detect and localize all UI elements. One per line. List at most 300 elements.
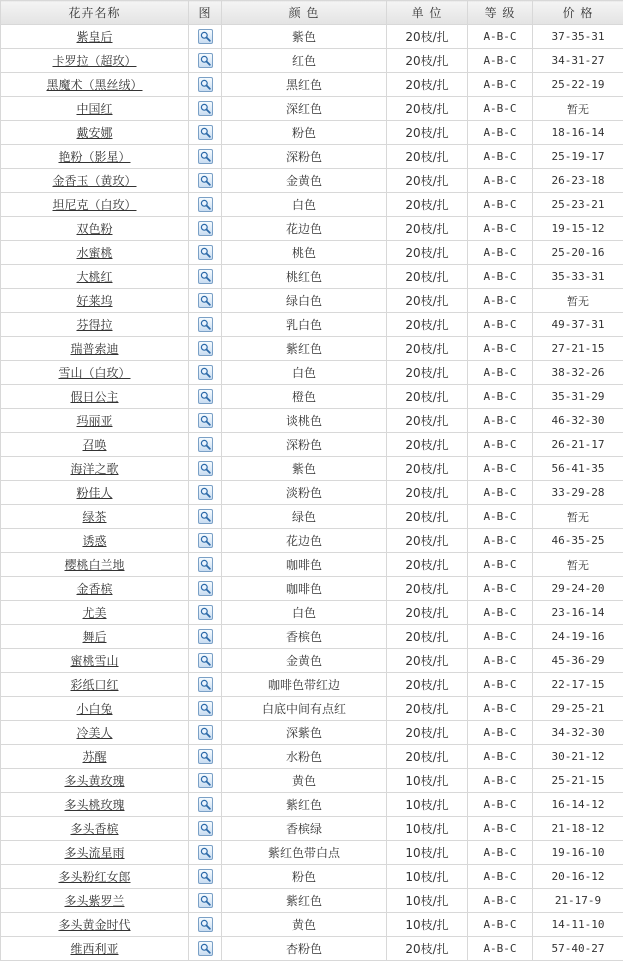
flower-name-link[interactable]: 召唤 bbox=[82, 438, 107, 452]
color-cell: 深粉色 bbox=[222, 145, 387, 169]
magnifier-icon[interactable] bbox=[198, 533, 213, 548]
color-cell: 水粉色 bbox=[222, 745, 387, 769]
flower-name-link[interactable]: 大桃红 bbox=[76, 270, 113, 284]
table-row bbox=[1, 97, 623, 121]
flower-name-link[interactable]: 中国红 bbox=[76, 102, 113, 116]
flower-name-cell bbox=[1, 481, 189, 505]
picture-cell bbox=[189, 673, 222, 697]
color-cell: 黄色 bbox=[222, 913, 387, 937]
table-row bbox=[1, 169, 623, 193]
flower-name-link[interactable]: 尤美 bbox=[82, 606, 107, 620]
color-cell: 花边色 bbox=[222, 217, 387, 241]
flower-name-link[interactable]: 粉佳人 bbox=[76, 486, 113, 500]
table-row bbox=[1, 265, 623, 289]
table-row bbox=[1, 385, 623, 409]
flower-name-cell bbox=[1, 841, 189, 865]
grade-cell: A-B-C bbox=[468, 337, 533, 361]
color-cell: 紫红色 bbox=[222, 337, 387, 361]
grade-cell: A-B-C bbox=[468, 721, 533, 745]
price-cell: 23-16-14 bbox=[533, 601, 623, 625]
table-row bbox=[1, 481, 623, 505]
unit-cell: 20枝/扎 bbox=[387, 145, 468, 169]
flower-name-link[interactable]: 坦尼克（白玫） bbox=[52, 198, 137, 212]
table-row bbox=[1, 193, 623, 217]
unit-cell: 20枝/扎 bbox=[387, 121, 468, 145]
flower-name-link[interactable]: 金香槟 bbox=[76, 582, 113, 596]
magnifier-icon[interactable] bbox=[198, 77, 213, 92]
flower-name-link[interactable]: 多头黄玫瑰 bbox=[64, 774, 125, 788]
magnifier-icon[interactable] bbox=[198, 509, 213, 524]
flower-name-cell bbox=[1, 337, 189, 361]
grade-cell: A-B-C bbox=[468, 937, 533, 961]
price-cell: 46-35-25 bbox=[533, 529, 623, 553]
flower-name-cell bbox=[1, 409, 189, 433]
flower-name-link[interactable]: 冷美人 bbox=[76, 726, 113, 740]
price-cell: 35-31-29 bbox=[533, 385, 623, 409]
color-cell: 黑红色 bbox=[222, 73, 387, 97]
price-cell: 暂无 bbox=[533, 505, 623, 529]
flower-name-link[interactable]: 芬得拉 bbox=[76, 318, 113, 332]
magnifier-icon[interactable] bbox=[198, 653, 213, 668]
flower-name-link[interactable]: 多头紫罗兰 bbox=[64, 894, 125, 908]
table-row bbox=[1, 673, 623, 697]
unit-cell: 20枝/扎 bbox=[387, 49, 468, 73]
flower-name-link[interactable]: 舞后 bbox=[82, 630, 107, 644]
picture-cell bbox=[189, 265, 222, 289]
color-cell: 香槟色 bbox=[222, 625, 387, 649]
flower-name-link[interactable]: 黑魔术（黑丝绒） bbox=[46, 78, 143, 92]
flower-name-link[interactable]: 假日公主 bbox=[70, 390, 119, 404]
color-cell: 绿白色 bbox=[222, 289, 387, 313]
color-cell: 花边色 bbox=[222, 529, 387, 553]
price-cell: 暂无 bbox=[533, 97, 623, 121]
picture-cell bbox=[189, 865, 222, 889]
color-cell: 桃色 bbox=[222, 241, 387, 265]
unit-cell: 20枝/扎 bbox=[387, 625, 468, 649]
unit-cell: 10枝/扎 bbox=[387, 793, 468, 817]
price-cell: 33-29-28 bbox=[533, 481, 623, 505]
table-row bbox=[1, 457, 623, 481]
picture-cell bbox=[189, 481, 222, 505]
picture-cell bbox=[189, 361, 222, 385]
flower-name-cell bbox=[1, 553, 189, 577]
table-row bbox=[1, 625, 623, 649]
magnifier-icon[interactable] bbox=[198, 197, 213, 212]
magnifier-icon[interactable] bbox=[198, 581, 213, 596]
grade-cell: A-B-C bbox=[468, 25, 533, 49]
color-cell: 橙色 bbox=[222, 385, 387, 409]
table-row bbox=[1, 841, 623, 865]
grade-cell: A-B-C bbox=[468, 601, 533, 625]
magnifier-icon[interactable] bbox=[198, 53, 213, 68]
price-cell: 26-23-18 bbox=[533, 169, 623, 193]
table-row bbox=[1, 505, 623, 529]
unit-cell: 20枝/扎 bbox=[387, 481, 468, 505]
magnifier-icon[interactable] bbox=[198, 437, 213, 452]
price-cell: 21-17-9 bbox=[533, 889, 623, 913]
magnifier-icon[interactable] bbox=[198, 797, 213, 812]
flower-name-cell bbox=[1, 73, 189, 97]
picture-cell bbox=[189, 769, 222, 793]
flower-name-cell bbox=[1, 217, 189, 241]
color-cell: 白底中间有点红 bbox=[222, 697, 387, 721]
flower-name-link[interactable]: 樱桃白兰地 bbox=[64, 558, 125, 572]
picture-cell bbox=[189, 241, 222, 265]
grade-cell: A-B-C bbox=[468, 649, 533, 673]
grade-cell: A-B-C bbox=[468, 841, 533, 865]
flower-name-link[interactable]: 雪山（白玫） bbox=[58, 366, 131, 380]
grade-cell: A-B-C bbox=[468, 433, 533, 457]
flower-name-cell bbox=[1, 265, 189, 289]
grade-cell: A-B-C bbox=[468, 625, 533, 649]
picture-cell bbox=[189, 385, 222, 409]
table-row bbox=[1, 577, 623, 601]
flower-name-link[interactable]: 海洋之歌 bbox=[70, 462, 119, 476]
unit-cell: 20枝/扎 bbox=[387, 577, 468, 601]
price-cell: 26-21-17 bbox=[533, 433, 623, 457]
unit-cell: 20枝/扎 bbox=[387, 673, 468, 697]
magnifier-icon[interactable] bbox=[198, 125, 213, 140]
unit-cell: 10枝/扎 bbox=[387, 865, 468, 889]
flower-name-cell bbox=[1, 601, 189, 625]
price-cell: 25-22-19 bbox=[533, 73, 623, 97]
magnifier-icon[interactable] bbox=[198, 365, 213, 380]
flower-name-cell bbox=[1, 289, 189, 313]
magnifier-icon[interactable] bbox=[198, 845, 213, 860]
table-row bbox=[1, 361, 623, 385]
unit-cell: 20枝/扎 bbox=[387, 289, 468, 313]
magnifier-icon[interactable] bbox=[198, 605, 213, 620]
price-cell: 37-35-31 bbox=[533, 25, 623, 49]
magnifier-icon[interactable] bbox=[198, 677, 213, 692]
grade-cell: A-B-C bbox=[468, 817, 533, 841]
table-row bbox=[1, 409, 623, 433]
unit-cell: 10枝/扎 bbox=[387, 889, 468, 913]
grade-cell: A-B-C bbox=[468, 769, 533, 793]
flower-name-cell bbox=[1, 361, 189, 385]
magnifier-icon[interactable] bbox=[198, 941, 213, 956]
picture-cell bbox=[189, 505, 222, 529]
color-cell: 紫色 bbox=[222, 25, 387, 49]
magnifier-icon[interactable] bbox=[198, 773, 213, 788]
magnifier-icon[interactable] bbox=[198, 293, 213, 308]
unit-cell: 20枝/扎 bbox=[387, 241, 468, 265]
color-cell: 金黄色 bbox=[222, 649, 387, 673]
unit-cell: 20枝/扎 bbox=[387, 721, 468, 745]
table-row bbox=[1, 73, 623, 97]
table-row bbox=[1, 697, 623, 721]
magnifier-icon[interactable] bbox=[198, 101, 213, 116]
price-cell: 25-19-17 bbox=[533, 145, 623, 169]
flower-name-link[interactable]: 紫皇后 bbox=[76, 30, 113, 44]
flower-name-link[interactable]: 小白兔 bbox=[76, 702, 113, 716]
magnifier-icon[interactable] bbox=[198, 173, 213, 188]
flower-name-link[interactable]: 金香玉（黄玫） bbox=[52, 174, 137, 188]
flower-name-cell bbox=[1, 745, 189, 769]
price-cell: 暂无 bbox=[533, 289, 623, 313]
color-cell: 白色 bbox=[222, 361, 387, 385]
table-row bbox=[1, 313, 623, 337]
grade-cell: A-B-C bbox=[468, 745, 533, 769]
flower-name-link[interactable]: 好莱坞 bbox=[76, 294, 113, 308]
price-cell: 34-31-27 bbox=[533, 49, 623, 73]
grade-cell: A-B-C bbox=[468, 913, 533, 937]
color-cell: 紫红色带白点 bbox=[222, 841, 387, 865]
table-row bbox=[1, 241, 623, 265]
flower-name-link[interactable]: 瑞普索迪 bbox=[70, 342, 119, 356]
grade-cell: A-B-C bbox=[468, 265, 533, 289]
picture-cell bbox=[189, 721, 222, 745]
color-cell: 淡粉色 bbox=[222, 481, 387, 505]
picture-cell bbox=[189, 217, 222, 241]
flower-name-cell bbox=[1, 721, 189, 745]
unit-cell: 20枝/扎 bbox=[387, 265, 468, 289]
table-row bbox=[1, 601, 623, 625]
unit-cell: 20枝/扎 bbox=[387, 193, 468, 217]
grade-cell: A-B-C bbox=[468, 481, 533, 505]
unit-cell: 20枝/扎 bbox=[387, 97, 468, 121]
magnifier-icon[interactable] bbox=[198, 269, 213, 284]
magnifier-icon[interactable] bbox=[198, 389, 213, 404]
price-cell: 19-16-10 bbox=[533, 841, 623, 865]
flower-name-link[interactable]: 多头粉红女郎 bbox=[58, 870, 131, 884]
flower-name-link[interactable]: 蜜桃雪山 bbox=[70, 654, 119, 668]
picture-cell bbox=[189, 793, 222, 817]
flower-name-cell bbox=[1, 937, 189, 961]
magnifier-icon[interactable] bbox=[198, 725, 213, 740]
magnifier-icon[interactable] bbox=[198, 29, 213, 44]
unit-cell: 20枝/扎 bbox=[387, 553, 468, 577]
unit-cell: 10枝/扎 bbox=[387, 913, 468, 937]
color-cell: 粉色 bbox=[222, 121, 387, 145]
price-cell: 20-16-12 bbox=[533, 865, 623, 889]
grade-cell: A-B-C bbox=[468, 97, 533, 121]
table-row bbox=[1, 913, 623, 937]
picture-cell bbox=[189, 937, 222, 961]
flower-name-cell bbox=[1, 169, 189, 193]
picture-cell bbox=[189, 745, 222, 769]
magnifier-icon[interactable] bbox=[198, 629, 213, 644]
picture-cell bbox=[189, 577, 222, 601]
table-row bbox=[1, 721, 623, 745]
magnifier-icon[interactable] bbox=[198, 149, 213, 164]
table-row bbox=[1, 793, 623, 817]
flower-name-cell bbox=[1, 697, 189, 721]
price-cell: 38-32-26 bbox=[533, 361, 623, 385]
flower-name-cell bbox=[1, 49, 189, 73]
price-cell: 25-20-16 bbox=[533, 241, 623, 265]
flower-name-cell bbox=[1, 241, 189, 265]
picture-cell bbox=[189, 337, 222, 361]
flower-name-cell bbox=[1, 529, 189, 553]
picture-cell bbox=[189, 145, 222, 169]
price-cell: 暂无 bbox=[533, 553, 623, 577]
grade-cell: A-B-C bbox=[468, 673, 533, 697]
price-cell: 21-18-12 bbox=[533, 817, 623, 841]
flower-name-link[interactable]: 戴安娜 bbox=[76, 126, 113, 140]
table-row bbox=[1, 529, 623, 553]
grade-cell: A-B-C bbox=[468, 697, 533, 721]
grade-cell: A-B-C bbox=[468, 73, 533, 97]
magnifier-icon[interactable] bbox=[198, 317, 213, 332]
table-row bbox=[1, 769, 623, 793]
unit-cell: 20枝/扎 bbox=[387, 361, 468, 385]
magnifier-icon[interactable] bbox=[198, 245, 213, 260]
header-picture: 图 bbox=[189, 1, 222, 25]
flower-name-link[interactable]: 玛丽亚 bbox=[76, 414, 113, 428]
flower-name-cell bbox=[1, 505, 189, 529]
flower-name-link[interactable]: 彩纸口红 bbox=[70, 678, 119, 692]
price-cell: 19-15-12 bbox=[533, 217, 623, 241]
unit-cell: 20枝/扎 bbox=[387, 937, 468, 961]
flower-name-cell bbox=[1, 25, 189, 49]
picture-cell bbox=[189, 889, 222, 913]
header-unit: 单 位 bbox=[387, 1, 468, 25]
flower-name-link[interactable]: 双色粉 bbox=[76, 222, 113, 236]
flower-name-cell bbox=[1, 625, 189, 649]
flower-name-cell bbox=[1, 433, 189, 457]
color-cell: 黄色 bbox=[222, 769, 387, 793]
flower-name-cell bbox=[1, 865, 189, 889]
picture-cell bbox=[189, 25, 222, 49]
table-row bbox=[1, 337, 623, 361]
grade-cell: A-B-C bbox=[468, 889, 533, 913]
price-cell: 35-33-31 bbox=[533, 265, 623, 289]
price-cell: 14-11-10 bbox=[533, 913, 623, 937]
unit-cell: 20枝/扎 bbox=[387, 601, 468, 625]
color-cell: 咖啡色带红边 bbox=[222, 673, 387, 697]
color-cell: 香槟绿 bbox=[222, 817, 387, 841]
price-cell: 27-21-15 bbox=[533, 337, 623, 361]
flower-name-link[interactable]: 苏醒 bbox=[82, 750, 107, 764]
flower-name-cell bbox=[1, 913, 189, 937]
magnifier-icon[interactable] bbox=[198, 701, 213, 716]
flower-name-cell bbox=[1, 193, 189, 217]
color-cell: 红色 bbox=[222, 49, 387, 73]
header-price: 价 格 bbox=[533, 1, 623, 25]
flower-name-link[interactable]: 多头黄金时代 bbox=[58, 918, 131, 932]
grade-cell: A-B-C bbox=[468, 361, 533, 385]
grade-cell: A-B-C bbox=[468, 217, 533, 241]
flower-name-link[interactable]: 诱惑 bbox=[82, 534, 107, 548]
price-cell: 29-25-21 bbox=[533, 697, 623, 721]
grade-cell: A-B-C bbox=[468, 289, 533, 313]
grade-cell: A-B-C bbox=[468, 193, 533, 217]
grade-cell: A-B-C bbox=[468, 409, 533, 433]
magnifier-icon[interactable] bbox=[198, 485, 213, 500]
magnifier-icon[interactable] bbox=[198, 821, 213, 836]
price-cell: 45-36-29 bbox=[533, 649, 623, 673]
grade-cell: A-B-C bbox=[468, 553, 533, 577]
magnifier-icon[interactable] bbox=[198, 893, 213, 908]
flower-name-cell bbox=[1, 457, 189, 481]
price-cell: 22-17-15 bbox=[533, 673, 623, 697]
magnifier-icon[interactable] bbox=[198, 413, 213, 428]
grade-cell: A-B-C bbox=[468, 121, 533, 145]
grade-cell: A-B-C bbox=[468, 457, 533, 481]
magnifier-icon[interactable] bbox=[198, 341, 213, 356]
flower-name-cell bbox=[1, 673, 189, 697]
color-cell: 白色 bbox=[222, 193, 387, 217]
unit-cell: 10枝/扎 bbox=[387, 841, 468, 865]
unit-cell: 20枝/扎 bbox=[387, 697, 468, 721]
header-grade: 等 级 bbox=[468, 1, 533, 25]
picture-cell bbox=[189, 169, 222, 193]
grade-cell: A-B-C bbox=[468, 313, 533, 337]
flower-name-link[interactable]: 多头香槟 bbox=[70, 822, 119, 836]
header-name: 花卉名称 bbox=[1, 1, 189, 25]
flower-name-cell bbox=[1, 793, 189, 817]
table-row bbox=[1, 817, 623, 841]
grade-cell: A-B-C bbox=[468, 577, 533, 601]
picture-cell bbox=[189, 817, 222, 841]
picture-cell bbox=[189, 49, 222, 73]
price-cell: 57-40-27 bbox=[533, 937, 623, 961]
picture-cell bbox=[189, 913, 222, 937]
picture-cell bbox=[189, 697, 222, 721]
table-row bbox=[1, 937, 623, 961]
flower-name-link[interactable]: 多头桃玫瑰 bbox=[64, 798, 125, 812]
magnifier-icon[interactable] bbox=[198, 461, 213, 476]
flower-name-link[interactable]: 卡罗拉（超玫） bbox=[52, 54, 137, 68]
flower-name-cell bbox=[1, 385, 189, 409]
table-row bbox=[1, 49, 623, 73]
color-cell: 紫红色 bbox=[222, 889, 387, 913]
table-row bbox=[1, 553, 623, 577]
grade-cell: A-B-C bbox=[468, 385, 533, 409]
unit-cell: 10枝/扎 bbox=[387, 769, 468, 793]
flower-name-link[interactable]: 艳粉（影星） bbox=[58, 150, 131, 164]
flower-name-link[interactable]: 多头流星雨 bbox=[64, 846, 125, 860]
table-row bbox=[1, 649, 623, 673]
magnifier-icon[interactable] bbox=[198, 869, 213, 884]
magnifier-icon[interactable] bbox=[198, 749, 213, 764]
picture-cell bbox=[189, 193, 222, 217]
magnifier-icon[interactable] bbox=[198, 917, 213, 932]
unit-cell: 20枝/扎 bbox=[387, 337, 468, 361]
table-body bbox=[1, 25, 623, 961]
grade-cell: A-B-C bbox=[468, 169, 533, 193]
unit-cell: 20枝/扎 bbox=[387, 217, 468, 241]
flower-name-link[interactable]: 维西利亚 bbox=[70, 942, 119, 956]
color-cell: 金黄色 bbox=[222, 169, 387, 193]
magnifier-icon[interactable] bbox=[198, 557, 213, 572]
table-row bbox=[1, 289, 623, 313]
picture-cell bbox=[189, 121, 222, 145]
flower-name-link[interactable]: 水蜜桃 bbox=[76, 246, 113, 260]
color-cell: 咖啡色 bbox=[222, 553, 387, 577]
grade-cell: A-B-C bbox=[468, 145, 533, 169]
table-header-row bbox=[1, 1, 623, 25]
flower-name-cell bbox=[1, 121, 189, 145]
flower-name-link[interactable]: 绿茶 bbox=[82, 510, 107, 524]
price-cell: 24-19-16 bbox=[533, 625, 623, 649]
magnifier-icon[interactable] bbox=[198, 221, 213, 236]
unit-cell: 20枝/扎 bbox=[387, 385, 468, 409]
picture-cell bbox=[189, 457, 222, 481]
picture-cell bbox=[189, 529, 222, 553]
picture-cell bbox=[189, 553, 222, 577]
picture-cell bbox=[189, 409, 222, 433]
flower-name-cell bbox=[1, 649, 189, 673]
color-cell: 咖啡色 bbox=[222, 577, 387, 601]
unit-cell: 20枝/扎 bbox=[387, 25, 468, 49]
grade-cell: A-B-C bbox=[468, 505, 533, 529]
unit-cell: 10枝/扎 bbox=[387, 817, 468, 841]
unit-cell: 20枝/扎 bbox=[387, 73, 468, 97]
picture-cell bbox=[189, 625, 222, 649]
color-cell: 绿色 bbox=[222, 505, 387, 529]
